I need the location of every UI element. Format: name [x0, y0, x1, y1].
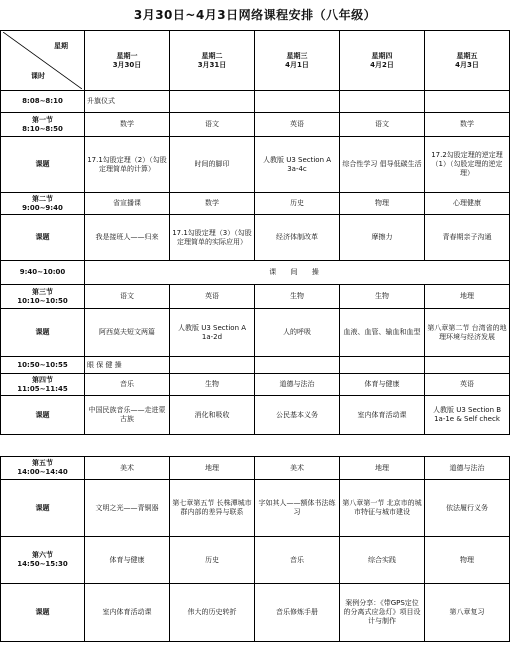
corner-cell: [1, 31, 85, 91]
break-text: 课 间 操: [85, 261, 510, 285]
subject-cell: 道德与法治: [425, 457, 510, 480]
subject-cell: 体育与健康: [340, 374, 425, 396]
subject-cell: 语文: [85, 285, 170, 309]
topic-cell: 第八章第二节 台湾省的地理环境与经济发展: [425, 309, 510, 357]
break-time: 9:40~10:00: [1, 261, 85, 285]
period-label: 第二节 9:00~9:40: [1, 193, 85, 215]
topic-cell: 第八章复习: [425, 584, 510, 642]
subject-cell: 历史: [170, 537, 255, 584]
topic-label: 课题: [1, 396, 85, 435]
day-header: 星期四 4月2日: [340, 31, 425, 91]
period-label: 第一节 8:10~8:50: [1, 113, 85, 137]
topic-cell: 17.2勾股定理的逆定理（1）（勾股定理的逆定理）: [425, 137, 510, 193]
topic-cell: 时间的脚印: [170, 137, 255, 193]
period-row: [1, 537, 510, 584]
period-label: 第三节 10:10~10:50: [1, 285, 85, 309]
subject-cell: 生物: [170, 374, 255, 396]
topic-cell: 血液、血管、输血和血型: [340, 309, 425, 357]
subject-cell: 物理: [340, 193, 425, 215]
subject-cell: 道德与法治: [255, 374, 340, 396]
day-header: 星期一 3月30日: [85, 31, 170, 91]
subject-cell: 英语: [255, 113, 340, 137]
break-time: 10:50~10:55: [1, 357, 85, 374]
period-label: 第四节 11:05~11:45: [1, 374, 85, 396]
period-row: [1, 113, 510, 137]
topic-cell: 案例分享：《带GPS定位的分离式应急灯》项目设计与制作: [340, 584, 425, 642]
topic-row: [1, 480, 510, 537]
subject-cell: 综合实践: [340, 537, 425, 584]
topic-cell: 第七章第五节 长株潭城市群内部的差异与联系: [170, 480, 255, 537]
topic-cell: 人教版 U3 Section B 1a-1e & Self check: [425, 396, 510, 435]
schedule-table: [0, 30, 510, 642]
topic-cell: 室内体育活动课: [340, 396, 425, 435]
lunch-gap-row: [1, 435, 510, 457]
subject-cell: 生物: [340, 285, 425, 309]
subject-cell: 体育与健康: [85, 537, 170, 584]
page-title: 3月30日~4月3日网络课程安排（八年级）: [133, 8, 377, 22]
topic-label: 课题: [1, 480, 85, 537]
topic-cell: 人的呼吸: [255, 309, 340, 357]
topic-cell: 依法履行义务: [425, 480, 510, 537]
topic-cell: 文明之光——青铜器: [85, 480, 170, 537]
subject-cell: 数学: [85, 113, 170, 137]
topic-cell: 青春期亲子沟通: [425, 215, 510, 261]
topic-row: [1, 309, 510, 357]
subject-cell: 物理: [425, 537, 510, 584]
flag-time: 8:08~8:10: [1, 91, 85, 113]
topic-cell: 中国民族音乐——走进蒙古族: [85, 396, 170, 435]
topic-cell: 综合性学习 倡导低碳生活: [340, 137, 425, 193]
topic-row: [1, 396, 510, 435]
subject-cell: 语文: [170, 113, 255, 137]
subject-cell: 生物: [255, 285, 340, 309]
topic-cell: 17.1勾股定理（3）（勾股定理简单的实际应用）: [170, 215, 255, 261]
topic-row: [1, 137, 510, 193]
period-row: [1, 285, 510, 309]
topic-cell: 17.1勾股定理（2）（勾股定理简单的计算）: [85, 137, 170, 193]
topic-cell: 音乐修炼手册: [255, 584, 340, 642]
flag-row: [1, 91, 510, 113]
subject-cell: 美术: [85, 457, 170, 480]
subject-cell: 英语: [170, 285, 255, 309]
subject-cell: 数学: [425, 113, 510, 137]
break-row: [1, 357, 510, 374]
subject-cell: 省宣播课: [85, 193, 170, 215]
topic-label: 课题: [1, 137, 85, 193]
subject-cell: 美术: [255, 457, 340, 480]
break-text: 眼 保 健 操: [85, 357, 170, 374]
subject-cell: 语文: [340, 113, 425, 137]
subject-cell: 音乐: [85, 374, 170, 396]
period-row: [1, 374, 510, 396]
subject-cell: 数学: [170, 193, 255, 215]
break-row: [1, 261, 510, 285]
subject-cell: 历史: [255, 193, 340, 215]
subject-cell: 心理健康: [425, 193, 510, 215]
period-label: 第六节 14:50~15:30: [1, 537, 85, 584]
topic-cell: 第八章第一节 北京市的城市特征与城市建设: [340, 480, 425, 537]
topic-row: [1, 215, 510, 261]
corner-period-label: 课时: [31, 72, 45, 80]
day-header: 星期二 3月31日: [170, 31, 255, 91]
subject-cell: 英语: [425, 374, 510, 396]
topic-cell: 公民基本义务: [255, 396, 340, 435]
day-header: 星期五 4月3日: [425, 31, 510, 91]
header-row: [1, 31, 510, 91]
flag-text: 升旗仪式: [85, 91, 170, 113]
topic-cell: 消化和吸收: [170, 396, 255, 435]
topic-label: 课题: [1, 309, 85, 357]
topic-row: [1, 584, 510, 642]
topic-cell: 摩擦力: [340, 215, 425, 261]
subject-cell: 地理: [170, 457, 255, 480]
subject-cell: 地理: [340, 457, 425, 480]
topic-cell: 伟大的历史转折: [170, 584, 255, 642]
period-row: [1, 457, 510, 480]
day-header: 星期三 4月1日: [255, 31, 340, 91]
topic-cell: 经济体制改革: [255, 215, 340, 261]
topic-cell: 人教版 U3 Section A 1a-2d: [170, 309, 255, 357]
topic-cell: 人教版 U3 Section A 3a-4c: [255, 137, 340, 193]
period-row: [1, 193, 510, 215]
topic-cell: 阿西莫夫短文两篇: [85, 309, 170, 357]
topic-label: 课题: [1, 215, 85, 261]
period-label: 第五节 14:00~14:40: [1, 457, 85, 480]
topic-cell: 室内体育活动课: [85, 584, 170, 642]
subject-cell: 地理: [425, 285, 510, 309]
subject-cell: 音乐: [255, 537, 340, 584]
corner-weekday-label: 星期: [54, 42, 68, 50]
topic-label: 课题: [1, 584, 85, 642]
topic-cell: 我是接班人——归来: [85, 215, 170, 261]
topic-cell: 字如其人——额体书法练习: [255, 480, 340, 537]
